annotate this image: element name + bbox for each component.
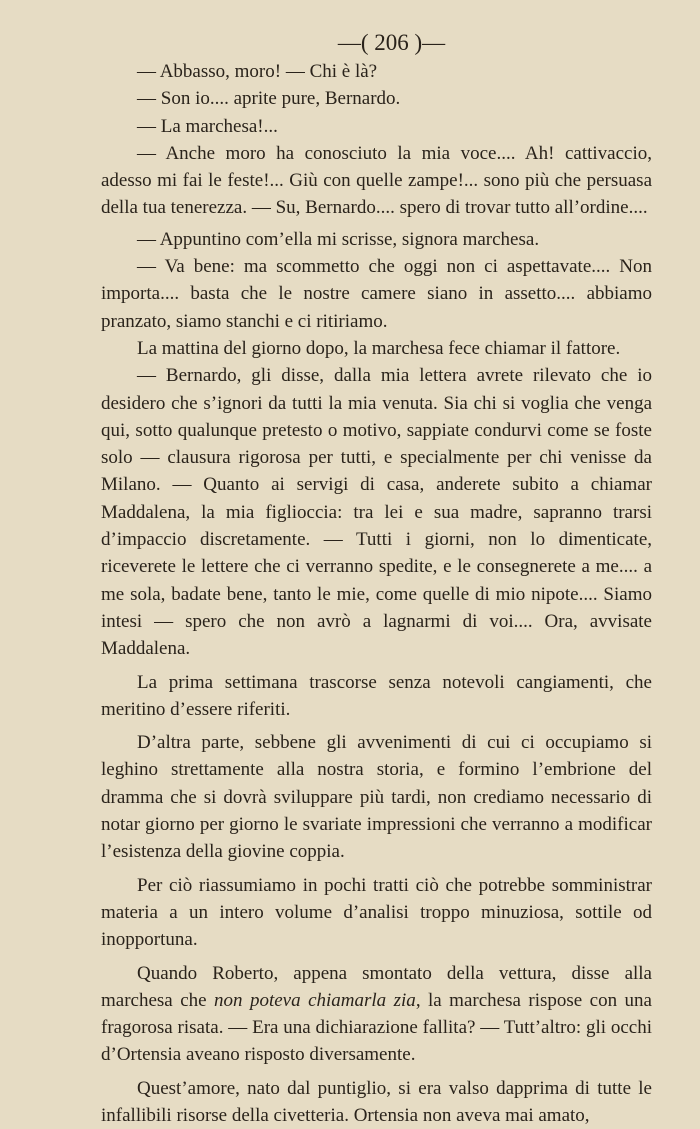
paragraph: D’altra parte, sebbene gli avvenimenti di cui ci occupiamo si leghino strettamente alla nostra storia, e formino l’embrione del dramma che si dovrà sviluppare più tardi, non crediamo necessario di notar giorno per giorno le svariate impressioni che verranno a modificar l’esistenza della giovine coppia. [101,732,652,863]
paragraph-with-italic [101,960,652,1069]
paragraph: — Anche moro ha conosciuto la mia voce.... Ah! cattivaccio, adesso mi fai le feste!... Giù con quelle zampe!... sono più che persuasa della tua tenerezza. — Su, Bernardo.... spero di trovar tutto all’ordine.... [101,142,652,219]
paragraph: Quest’amore, nato dal puntiglio, si era valso dapprima di tutte le infallibili risorse della civetteria. Ortensia non aveva mai amato, [101,1077,652,1126]
paragraph-text: , la marchesa rispose con una fragorosa risata. — Era una dichiarazione fallita? — Tutt’altro: gli occhi d’Ortensia aveano risposto diversamente. [101,989,652,1066]
paragraph: La prima settimana trascorse senza notevoli cangiamenti, che meritino d’essere riferiti. [101,671,652,720]
paragraph: — Va bene: ma scommetto che oggi non ci aspettavate.... Non importa.... basta che le nostre camere siano in assetto.... abbiamo pranzato, siamo stanchi e ci ritiriamo. [101,256,652,332]
body-text [101,58,652,1129]
paragraph: La mattina del giorno dopo, la marchesa fece chiamar il fattore. [137,337,621,359]
paragraph: — Son io.... aprite pure, Bernardo. [137,88,401,110]
paragraph: Per ciò riassumiamo in pochi tratti ciò che potrebbe somministrar materia a un intero volume d’analisi troppo minuziosa, sottile od inopportuna. [101,874,652,951]
paragraph: — La marchesa!... [137,115,278,137]
paragraph: — Appuntino com’ella mi scrisse, signora marchesa. [137,228,540,250]
page-number: —( 206 )— [337,30,446,55]
paragraph: — Bernardo, gli disse, dalla mia lettera avrete rilevato che io desidero che s’ignori da tutti la mia venuta. Sia chi si voglia che venga qui, sotto qualunque pretesto o motivo, sappiate condurvi come se foste solo — clausura rigorosa per tutti, e specialmente per chi venisse da Milano. — Quanto ai servigi di casa, anderete subito a chiamar Maddalena, la mia figlioccia: tra lei e sua madre, sapranno trarsi d’impaccio discretamente. — Tutti i giorni, non lo dimenticate, riceverete le lettere che ci verranno spedite, e le consegnerete a me.... a me sola, badate bene, tanto le mie, come quelle di mio nipote.... Siamo intesi — spero che non avrò a lagnarmi di voi.... Ora, avvisate Maddalena. [101,365,652,660]
italic-phrase: non poteva chiamarla zia [214,989,416,1011]
paragraph-text: Quando Roberto, appena smontato della vettura, disse alla marchesa che [101,962,652,1011]
paragraph: — Abbasso, moro! — Chi è là? [137,61,378,82]
